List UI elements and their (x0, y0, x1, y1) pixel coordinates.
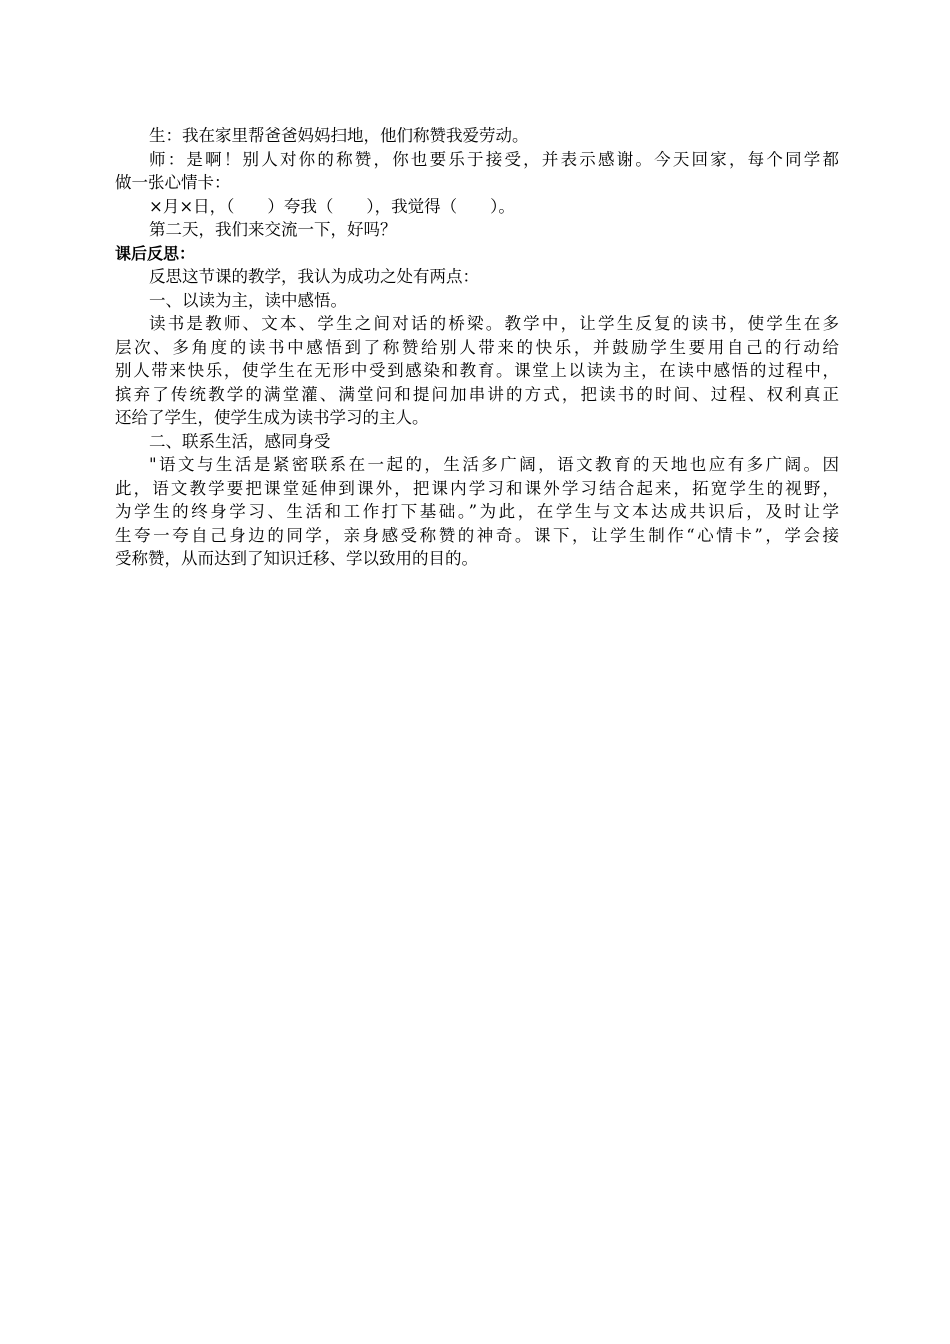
mood-card-template: ×月×日，（ ）夸我（ ），我觉得（ ）。 (149, 196, 515, 216)
point1-paragraph-line: 层次、多角度的读书中感悟到了称赞给别人带来的快乐，并鼓励学生要用自己的行动给 (115, 337, 839, 357)
point2-paragraph-line: 受称赞，从而达到了知识迁移、学以致用的目的。 (115, 549, 478, 568)
point2-paragraph-line: 为学生的终身学习、生活和工作打下基础。”为此，在学生与文本达成共识后，及时让学 (115, 502, 839, 521)
point1-paragraph-line: 摈弃了传统教学的满堂灌、满堂问和提问加串讲的方式，把读书的时间、过程、权利真正 (115, 384, 839, 404)
reflection-heading: 课后反思： (115, 243, 196, 263)
point2-paragraph-line: "语文与生活是紧密联系在一起的，生活多广阔，语文教育的天地也应有多广阔。因 (149, 455, 839, 474)
teacher-line-continued: 做一张心情卡： (115, 173, 231, 192)
student-line: 生：我在家里帮爸爸妈妈扫地，他们称赞我爱劳动。 (149, 126, 529, 145)
next-day-line: 第二天，我们来交流一下，好吗？ (149, 220, 397, 239)
point1-paragraph-line: 别人带来快乐，使学生在无形中受到感染和教育。课堂上以读为主，在读中感悟的过程中， (115, 361, 839, 380)
point1-paragraph-line: 还给了学生，使学生成为读书学习的主人。 (115, 408, 429, 427)
point1-title: 一、以读为主，读中感悟。 (149, 290, 347, 310)
point2-title: 二、联系生活，感同身受 (149, 431, 331, 451)
document-page (115, 124, 839, 571)
point1-paragraph-line: 读书是教师、文本、学生之间对话的桥梁。教学中，让学生反复的读书，使学生在多 (149, 314, 839, 333)
point2-paragraph-line: 此，语文教学要把课堂延伸到课外，把课内学习和课外学习结合起来，拓宽学生的视野， (115, 478, 839, 498)
point2-paragraph-line: 生夸一夸自己身边的同学，亲身感受称赞的神奇。课下，让学生制作“心情卡”，学会接 (115, 525, 839, 545)
reflection-intro: 反思这节课的教学，我认为成功之处有两点： (149, 267, 479, 286)
teacher-line: 师：是啊！别人对你的称赞，你也要乐于接受，并表示感谢。今天回家，每个同学都 (149, 149, 839, 169)
